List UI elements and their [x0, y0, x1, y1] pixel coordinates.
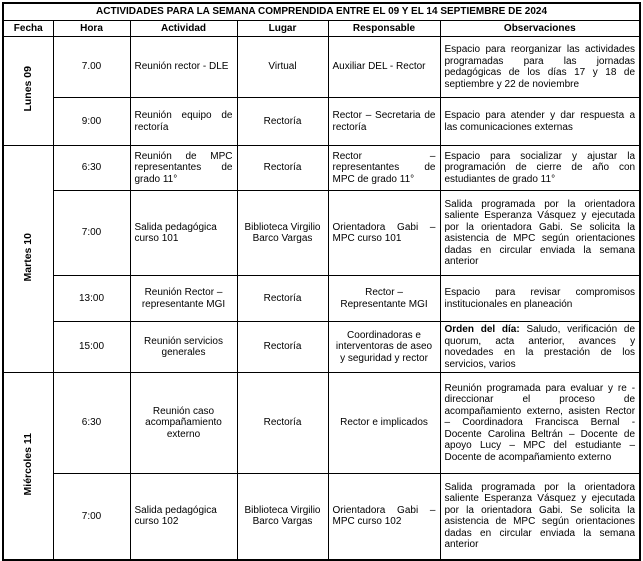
cell-hora: 13:00 — [53, 276, 130, 322]
cell-observaciones: Reunión programada para evaluar y re -direccionar el proceso de acompañamiento externo, asisten Rector – Coordinadora Francisca Bernal - Docente Carolina Beltrán – Docente de apoyo Lucy – MPC del estudiante – Docente de acompañamiento externo — [440, 373, 640, 474]
day-cell-miercoles-11 — [3, 373, 53, 560]
table-row — [3, 322, 640, 373]
cell-actividad: Reunión caso acompañamiento externo — [130, 373, 237, 474]
table-row — [3, 37, 640, 98]
col-header-observaciones: Observaciones — [440, 20, 640, 37]
cell-responsable: Auxiliar DEL - Rector — [328, 37, 440, 98]
table-row — [3, 191, 640, 276]
cell-actividad: Reunión servicios generales — [130, 322, 237, 373]
col-header-responsable: Responsable — [328, 20, 440, 37]
cell-observaciones: Espacio para atender y dar respuesta a las comunicaciones externas — [440, 98, 640, 146]
cell-hora: 7:00 — [53, 191, 130, 276]
cell-hora: 6:30 — [53, 146, 130, 191]
table-row — [3, 98, 640, 146]
day-label: Miércoles 11 — [22, 432, 35, 496]
table-row — [3, 276, 640, 322]
cell-observaciones: Espacio para revisar compromisos institucionales en planeación — [440, 276, 640, 322]
day-cell-lunes-09 — [3, 37, 53, 146]
col-header-fecha: Fecha — [3, 20, 53, 37]
cell-responsable: Rector – Representante MGI — [328, 276, 440, 322]
cell-actividad: Reunión equipo de rectoría — [130, 98, 237, 146]
cell-hora: 7.00 — [53, 37, 130, 98]
table-row — [3, 474, 640, 560]
cell-lugar: Rectoría — [237, 276, 328, 322]
cell-responsable: Rector – representantes de MPC de grado 11° — [328, 146, 440, 191]
document-title: ACTIVIDADES PARA LA SEMANA COMPRENDIDA ENTRE EL 09 Y EL 14 SEPTIEMBRE DE 2024 — [3, 3, 640, 20]
col-header-lugar: Lugar — [237, 20, 328, 37]
cell-actividad: Salida pedagógica curso 102 — [130, 474, 237, 560]
cell-hora: 6:30 — [53, 373, 130, 474]
cell-actividad: Reunión rector - DLE — [130, 37, 237, 98]
cell-observaciones: Salida programada por la orientadora saliente Esperanza Vásquez y ejecutada por la orientadora Gabi. Se solicita la asistencia de MPC según orientaciones dadas en circular enviada la semana anterior — [440, 191, 640, 276]
cell-observaciones: Espacio para socializar y ajustar la programación de cierre de año con estudiantes de grado 11° — [440, 146, 640, 191]
cell-hora: 7:00 — [53, 474, 130, 560]
col-header-hora: Hora — [53, 20, 130, 37]
cell-lugar: Biblioteca Virgilio Barco Vargas — [237, 191, 328, 276]
day-label: Lunes 09 — [22, 66, 35, 113]
cell-observaciones — [440, 322, 640, 373]
cell-responsable: Orientadora Gabi – MPC curso 101 — [328, 191, 440, 276]
cell-lugar: Rectoría — [237, 373, 328, 474]
observaciones-bold-lead: Orden del día: — [444, 324, 520, 335]
cell-responsable: Rector e implicados — [328, 373, 440, 474]
cell-lugar: Virtual — [237, 37, 328, 98]
title-row — [3, 3, 640, 20]
cell-lugar: Biblioteca Virgilio Barco Vargas — [237, 474, 328, 560]
col-header-actividad: Actividad — [130, 20, 237, 37]
cell-lugar: Rectoría — [237, 146, 328, 191]
cell-responsable: Orientadora Gabi – MPC curso 102 — [328, 474, 440, 560]
weekly-activities-table — [2, 2, 641, 561]
cell-actividad: Reunión de MPC representantes de grado 11° — [130, 146, 237, 191]
cell-actividad: Salida pedagógica curso 101 — [130, 191, 237, 276]
cell-observaciones: Espacio para reorganizar las actividades programadas para las jornadas pedagógicas de los días 17 y 18 de septiembre y 22 de noviembre — [440, 37, 640, 98]
cell-hora: 9:00 — [53, 98, 130, 146]
cell-lugar: Rectoría — [237, 322, 328, 373]
cell-lugar: Rectoría — [237, 98, 328, 146]
day-cell-martes-10 — [3, 146, 53, 373]
cell-actividad: Reunión Rector – representante MGI — [130, 276, 237, 322]
header-row — [3, 20, 640, 37]
cell-responsable: Rector – Secretaria de rectoría — [328, 98, 440, 146]
table-row — [3, 373, 640, 474]
cell-hora: 15:00 — [53, 322, 130, 373]
table-row — [3, 146, 640, 191]
cell-responsable: Coordinadoras e interventoras de aseo y seguridad y rector — [328, 322, 440, 373]
observaciones-text: Saludo, verificación de quorum, acta anterior, avances y novedades en la prestación de los servicios, varios — [444, 324, 636, 370]
day-label: Martes 10 — [22, 233, 35, 282]
cell-observaciones: Salida programada por la orientadora saliente Esperanza Vásquez y ejecutada por la orientadora Gabi. Se solicita la asistencia de MPC según orientaciones dadas en circular enviada la semana anterior — [440, 474, 640, 560]
